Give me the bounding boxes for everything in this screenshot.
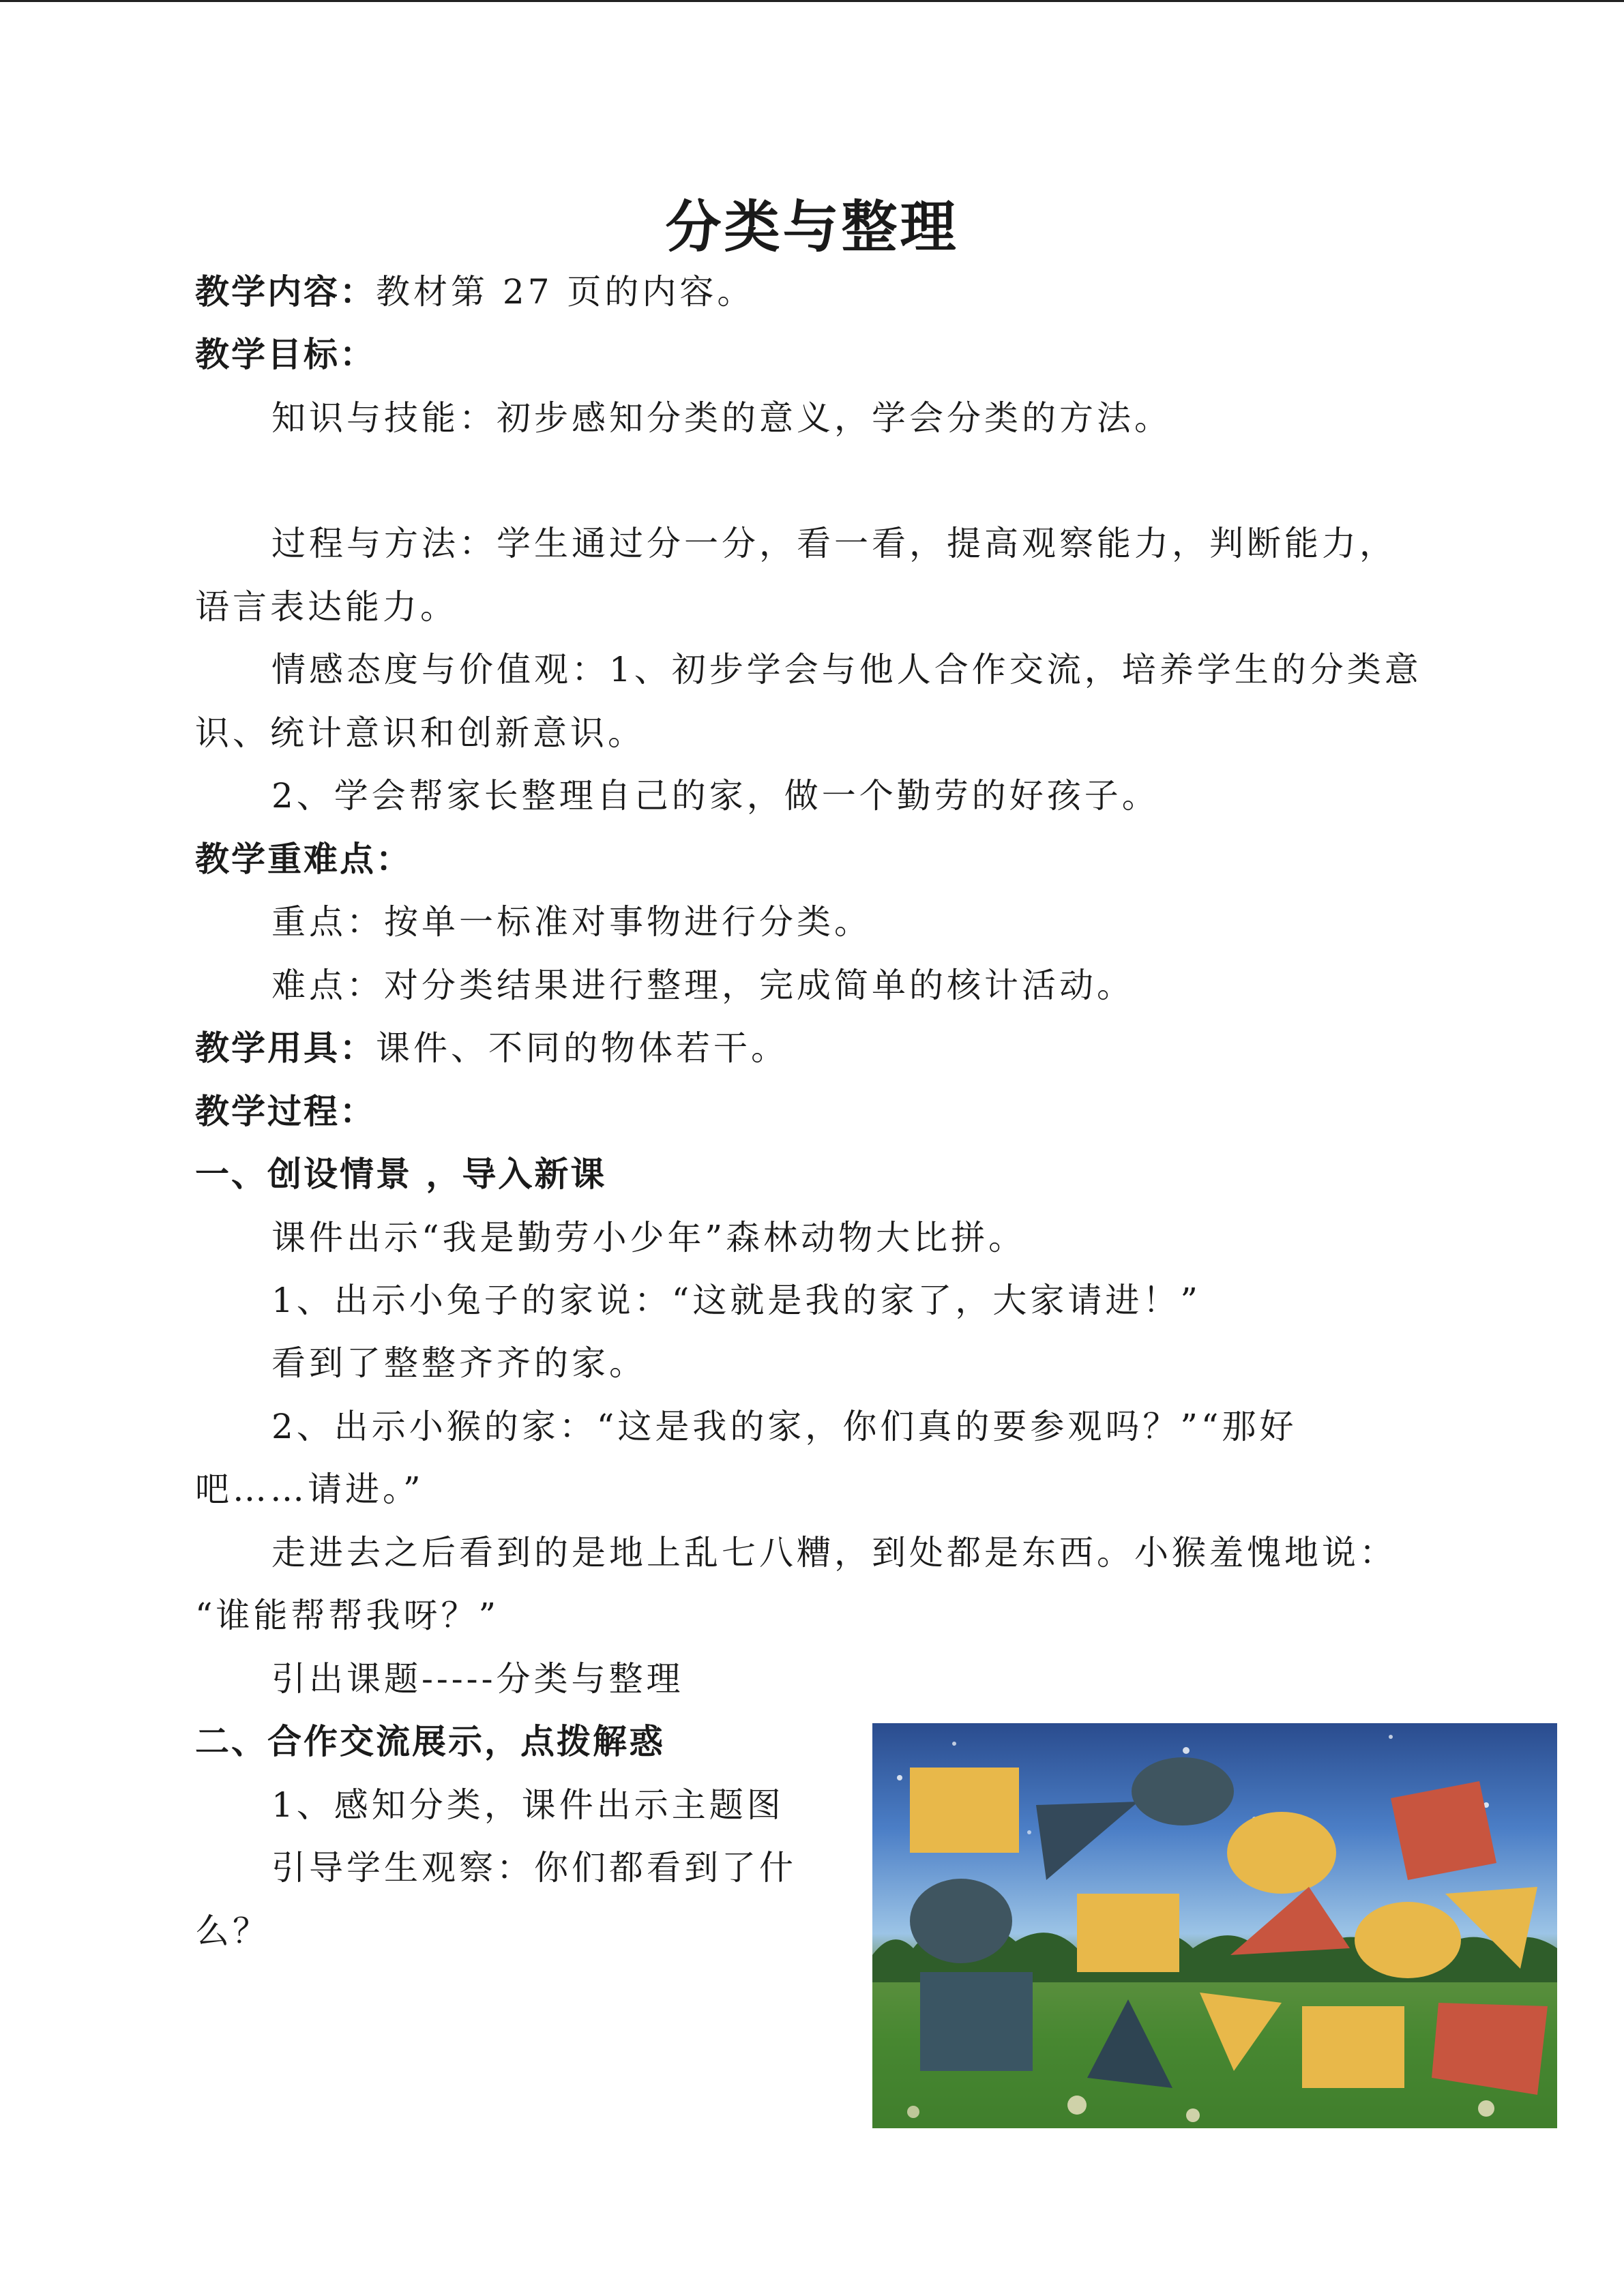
key-points-heading: 教学重难点： — [195, 839, 412, 879]
paragraph-rabbit: 1、出示小兔子的家说：“这就是我的家了，大家请进！” — [271, 1281, 1201, 1320]
paragraph-monkey-cont: 吧……请进。” — [195, 1470, 424, 1509]
red-triangle-shape — [1230, 1887, 1350, 1955]
goal-process: 过程与方法：学生通过分一分，看一看，提高观察能力，判断能力， — [271, 524, 1397, 563]
section-two-heading: 二、合作交流展示，点拨解惑 — [195, 1722, 665, 1761]
yellow-oval-shape — [1355, 1902, 1461, 1978]
red-square-shape — [1391, 1781, 1496, 1880]
yellow-rectangle-shape — [910, 1768, 1019, 1853]
paragraph-neat: 看到了整整齐齐的家。 — [271, 1343, 647, 1383]
paragraph-monkey: 2、出示小猴的家：“这是我的家，你们真的要参观吗？”“那好 — [271, 1407, 1297, 1446]
goal-knowledge: 知识与技能：初步感知分类的意义，学会分类的方法。 — [271, 398, 1172, 438]
teaching-tools-text: 课件、不同的物体若干。 — [376, 1028, 788, 1068]
shapes-photo — [872, 1723, 1557, 2128]
teaching-content-line — [195, 271, 754, 312]
teaching-goals-heading: 教学目标： — [195, 335, 376, 374]
paragraph-messy: 走进去之后看到的是地上乱七八糟，到处都是东西。小猴羞愧地说： — [271, 1533, 1397, 1572]
key-point: 重点：按单一标准对事物进行分类。 — [271, 902, 872, 942]
page-top-border — [0, 0, 1624, 2]
goal-emotion: 情感态度与价值观：1、初步学会与他人合作交流，培养学生的分类意 — [271, 650, 1422, 689]
slate-circle-shape — [910, 1879, 1012, 1963]
slate-square-shape — [920, 1972, 1033, 2071]
slate-triangle-shape — [1036, 1802, 1138, 1880]
slate-oval-shape — [1132, 1757, 1234, 1825]
section-one-heading: 一、创设情景 ，导入新课 — [195, 1154, 607, 1194]
shapes-illustration — [872, 1723, 1557, 2128]
teaching-tools-label: 教学用具： — [195, 1028, 376, 1068]
paragraph-observe-cont: 么？ — [195, 1911, 270, 1951]
goal-emotion-cont: 识、统计意识和创新意识。 — [195, 713, 645, 753]
paragraph-intro: 课件出示“我是勤劳小少年”森林动物大比拼。 — [271, 1218, 1027, 1257]
goal-process-cont: 语言表达能力。 — [195, 587, 458, 627]
teaching-content-text: 教材第 27 页的内容。 — [376, 272, 755, 312]
yellow-square-shape — [1077, 1894, 1179, 1972]
page-title: 分类与整理 — [665, 195, 959, 260]
teaching-content-label: 教学内容： — [195, 272, 376, 312]
difficult-point: 难点：对分类结果进行整理，完成简单的核计活动。 — [271, 966, 1134, 1005]
paragraph-messy-cont: “谁能帮帮我呀？” — [195, 1596, 500, 1635]
paragraph-observe: 引导学生观察：你们都看到了什 — [271, 1848, 797, 1888]
goal-emotion-2: 2、学会帮家长整理自己的家，做一个勤劳的好孩子。 — [271, 776, 1160, 816]
yellow-rectangle-shape-2 — [1302, 2006, 1404, 2088]
teaching-tools-line — [195, 1028, 788, 1069]
paragraph-perceive: 1、感知分类，课件出示主题图 — [271, 1785, 784, 1825]
teaching-process-heading: 教学过程： — [195, 1092, 376, 1131]
yellow-circle-shape — [1227, 1812, 1336, 1894]
paragraph-topic: 引出课题-----分类与整理 — [271, 1659, 684, 1699]
